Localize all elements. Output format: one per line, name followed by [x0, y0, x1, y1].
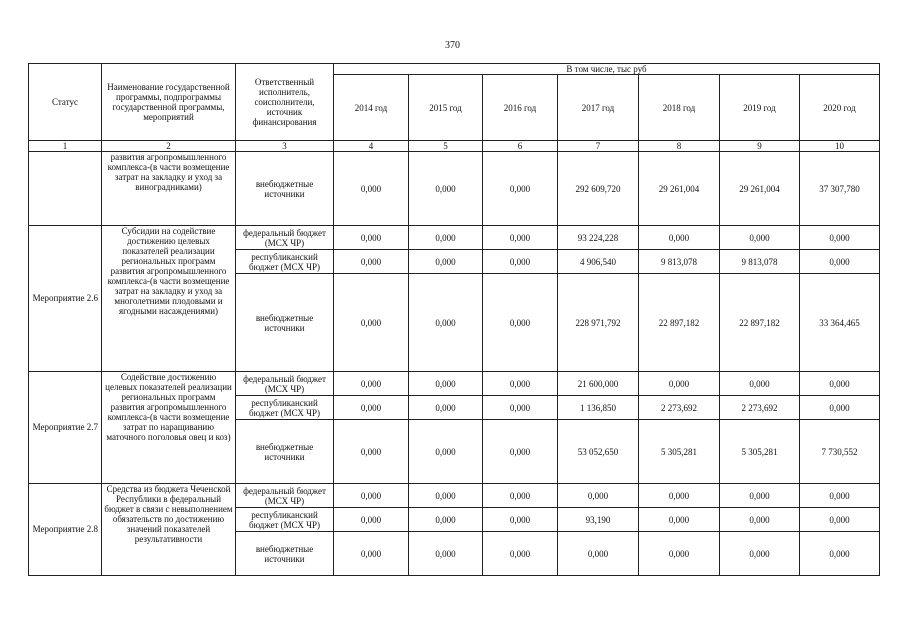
budget-table — [28, 63, 880, 576]
table-row — [29, 484, 880, 508]
value-cell: 0,000 — [800, 508, 880, 532]
value-cell: 9 813,078 — [639, 250, 720, 274]
header-executor: Ответственный исполнитель, соисполнители, источник финансирования — [236, 64, 334, 141]
header-row — [29, 64, 880, 75]
value-cell: 0,000 — [800, 250, 880, 274]
value-cell: 0,000 — [800, 532, 880, 576]
value-cell: 0,000 — [720, 226, 800, 250]
value-cell: 0,000 — [558, 484, 639, 508]
table-row — [29, 226, 880, 250]
header-year: 2018 год — [639, 75, 720, 141]
value-cell: 33 364,465 — [800, 274, 880, 372]
value-cell: 0,000 — [483, 250, 558, 274]
value-cell: 1 136,850 — [558, 396, 639, 420]
source-extra: внебюджетные источники — [236, 274, 334, 372]
value-cell: 0,000 — [483, 152, 558, 226]
value-cell: 0,000 — [409, 420, 483, 484]
measure-status: Мероприятие 2.6 — [29, 226, 102, 372]
value-cell: 0,000 — [800, 372, 880, 396]
value-cell: 0,000 — [483, 396, 558, 420]
table-row — [29, 372, 880, 396]
value-cell: 0,000 — [409, 274, 483, 372]
column-index-row — [29, 141, 880, 152]
value-cell: 9 813,078 — [720, 250, 800, 274]
value-cell: 53 052,650 — [558, 420, 639, 484]
value-cell: 0,000 — [334, 420, 409, 484]
value-cell: 0,000 — [483, 274, 558, 372]
value-cell: 29 261,004 — [720, 152, 800, 226]
measure-name: развития агропромышленного комплекса-(в части возмещение затрат на закладку и уход за виноградниками) — [102, 152, 236, 226]
value-cell: 7 730,552 — [800, 420, 880, 484]
value-cell: 0,000 — [334, 484, 409, 508]
value-cell: 0,000 — [334, 226, 409, 250]
value-cell: 0,000 — [334, 396, 409, 420]
header-year: 2016 год — [483, 75, 558, 141]
value-cell: 0,000 — [334, 372, 409, 396]
source-republic: республиканский бюджет (МСХ ЧР) — [236, 250, 334, 274]
value-cell: 0,000 — [334, 532, 409, 576]
value-cell: 93,190 — [558, 508, 639, 532]
value-cell: 228 971,792 — [558, 274, 639, 372]
measure-status: Мероприятие 2.8 — [29, 484, 102, 576]
value-cell: 0,000 — [483, 372, 558, 396]
column-index: 10 — [800, 141, 880, 152]
measure-name: Содействие достижению целевых показателей реализации региональных программ развития агропромышленного комплекса-(в части возмещение затрат по наращиванию маточного поголовья овец и коз) — [102, 372, 236, 484]
header-year: 2015 год — [409, 75, 483, 141]
column-index: 4 — [334, 141, 409, 152]
column-index: 8 — [639, 141, 720, 152]
source-republic: республиканский бюджет (МСХ ЧР) — [236, 396, 334, 420]
value-cell: 0,000 — [800, 484, 880, 508]
header-year: 2020 год — [800, 75, 880, 141]
value-cell: 0,000 — [720, 484, 800, 508]
value-cell: 0,000 — [409, 396, 483, 420]
value-cell: 0,000 — [483, 484, 558, 508]
value-cell: 5 305,281 — [720, 420, 800, 484]
source-republic: республиканский бюджет (МСХ ЧР) — [236, 508, 334, 532]
value-cell: 0,000 — [334, 508, 409, 532]
column-index: 1 — [29, 141, 102, 152]
value-cell: 0,000 — [334, 274, 409, 372]
value-cell: 2 273,692 — [720, 396, 800, 420]
header-name: Наименование государственной программы, подпрограммы государственной программы, мероприятий — [102, 64, 236, 141]
value-cell: 0,000 — [334, 250, 409, 274]
value-cell: 0,000 — [409, 484, 483, 508]
source-federal: федеральный бюджет (МСХ ЧР) — [236, 372, 334, 396]
value-cell: 0,000 — [720, 532, 800, 576]
value-cell: 0,000 — [483, 420, 558, 484]
measure-status: Мероприятие 2.7 — [29, 372, 102, 484]
value-cell: 0,000 — [483, 508, 558, 532]
value-cell: 0,000 — [483, 532, 558, 576]
value-cell: 21 600,000 — [558, 372, 639, 396]
value-cell: 5 305,281 — [639, 420, 720, 484]
value-cell: 0,000 — [409, 152, 483, 226]
value-cell: 4 906,540 — [558, 250, 639, 274]
source-extra: внебюджетные источники — [236, 532, 334, 576]
value-cell: 0,000 — [409, 532, 483, 576]
source-extra: внебюджетные источники — [236, 152, 334, 226]
header-status: Статус — [29, 64, 102, 141]
value-cell: 2 273,692 — [639, 396, 720, 420]
header-year: 2019 год — [720, 75, 800, 141]
value-cell: 0,000 — [558, 532, 639, 576]
status-cell — [29, 152, 102, 226]
value-cell: 0,000 — [409, 508, 483, 532]
column-index: 2 — [102, 141, 236, 152]
value-cell: 93 224,228 — [558, 226, 639, 250]
column-index: 9 — [720, 141, 800, 152]
measure-name: Субсидии на содействие достижению целевых показателей реализации региональных программ развития агропромышленного комплекса-(в части возмещение затрат на закладку и уход за многолетними плодовыми и ягодными насаждениями) — [102, 226, 236, 372]
value-cell: 0,000 — [720, 372, 800, 396]
value-cell: 0,000 — [800, 226, 880, 250]
value-cell: 0,000 — [720, 508, 800, 532]
value-cell: 22 897,182 — [639, 274, 720, 372]
page-number: 370 — [445, 40, 460, 51]
source-federal: федеральный бюджет (МСХ ЧР) — [236, 484, 334, 508]
value-cell: 0,000 — [639, 484, 720, 508]
column-index: 7 — [558, 141, 639, 152]
measure-name: Средства из бюджета Чеченской Республики в федеральный бюджет в связи с невыполнением обязательств по достижению значений показателей результативности — [102, 484, 236, 576]
value-cell: 0,000 — [639, 508, 720, 532]
value-cell: 0,000 — [639, 372, 720, 396]
value-cell: 0,000 — [409, 226, 483, 250]
header-year: 2017 год — [558, 75, 639, 141]
value-cell: 0,000 — [483, 226, 558, 250]
value-cell: 37 307,780 — [800, 152, 880, 226]
value-cell: 22 897,182 — [720, 274, 800, 372]
table-row — [29, 152, 880, 226]
header-group: В том числе, тыс руб — [334, 64, 880, 75]
column-index: 3 — [236, 141, 334, 152]
source-federal: федеральный бюджет (МСХ ЧР) — [236, 226, 334, 250]
value-cell: 29 261,004 — [639, 152, 720, 226]
value-cell: 292 609,720 — [558, 152, 639, 226]
value-cell: 0,000 — [409, 250, 483, 274]
value-cell: 0,000 — [409, 372, 483, 396]
value-cell: 0,000 — [334, 152, 409, 226]
column-index: 6 — [483, 141, 558, 152]
header-year: 2014 год — [334, 75, 409, 141]
source-extra: внебюджетные источники — [236, 420, 334, 484]
value-cell: 0,000 — [639, 226, 720, 250]
column-index: 5 — [409, 141, 483, 152]
value-cell: 0,000 — [639, 532, 720, 576]
value-cell: 0,000 — [800, 396, 880, 420]
